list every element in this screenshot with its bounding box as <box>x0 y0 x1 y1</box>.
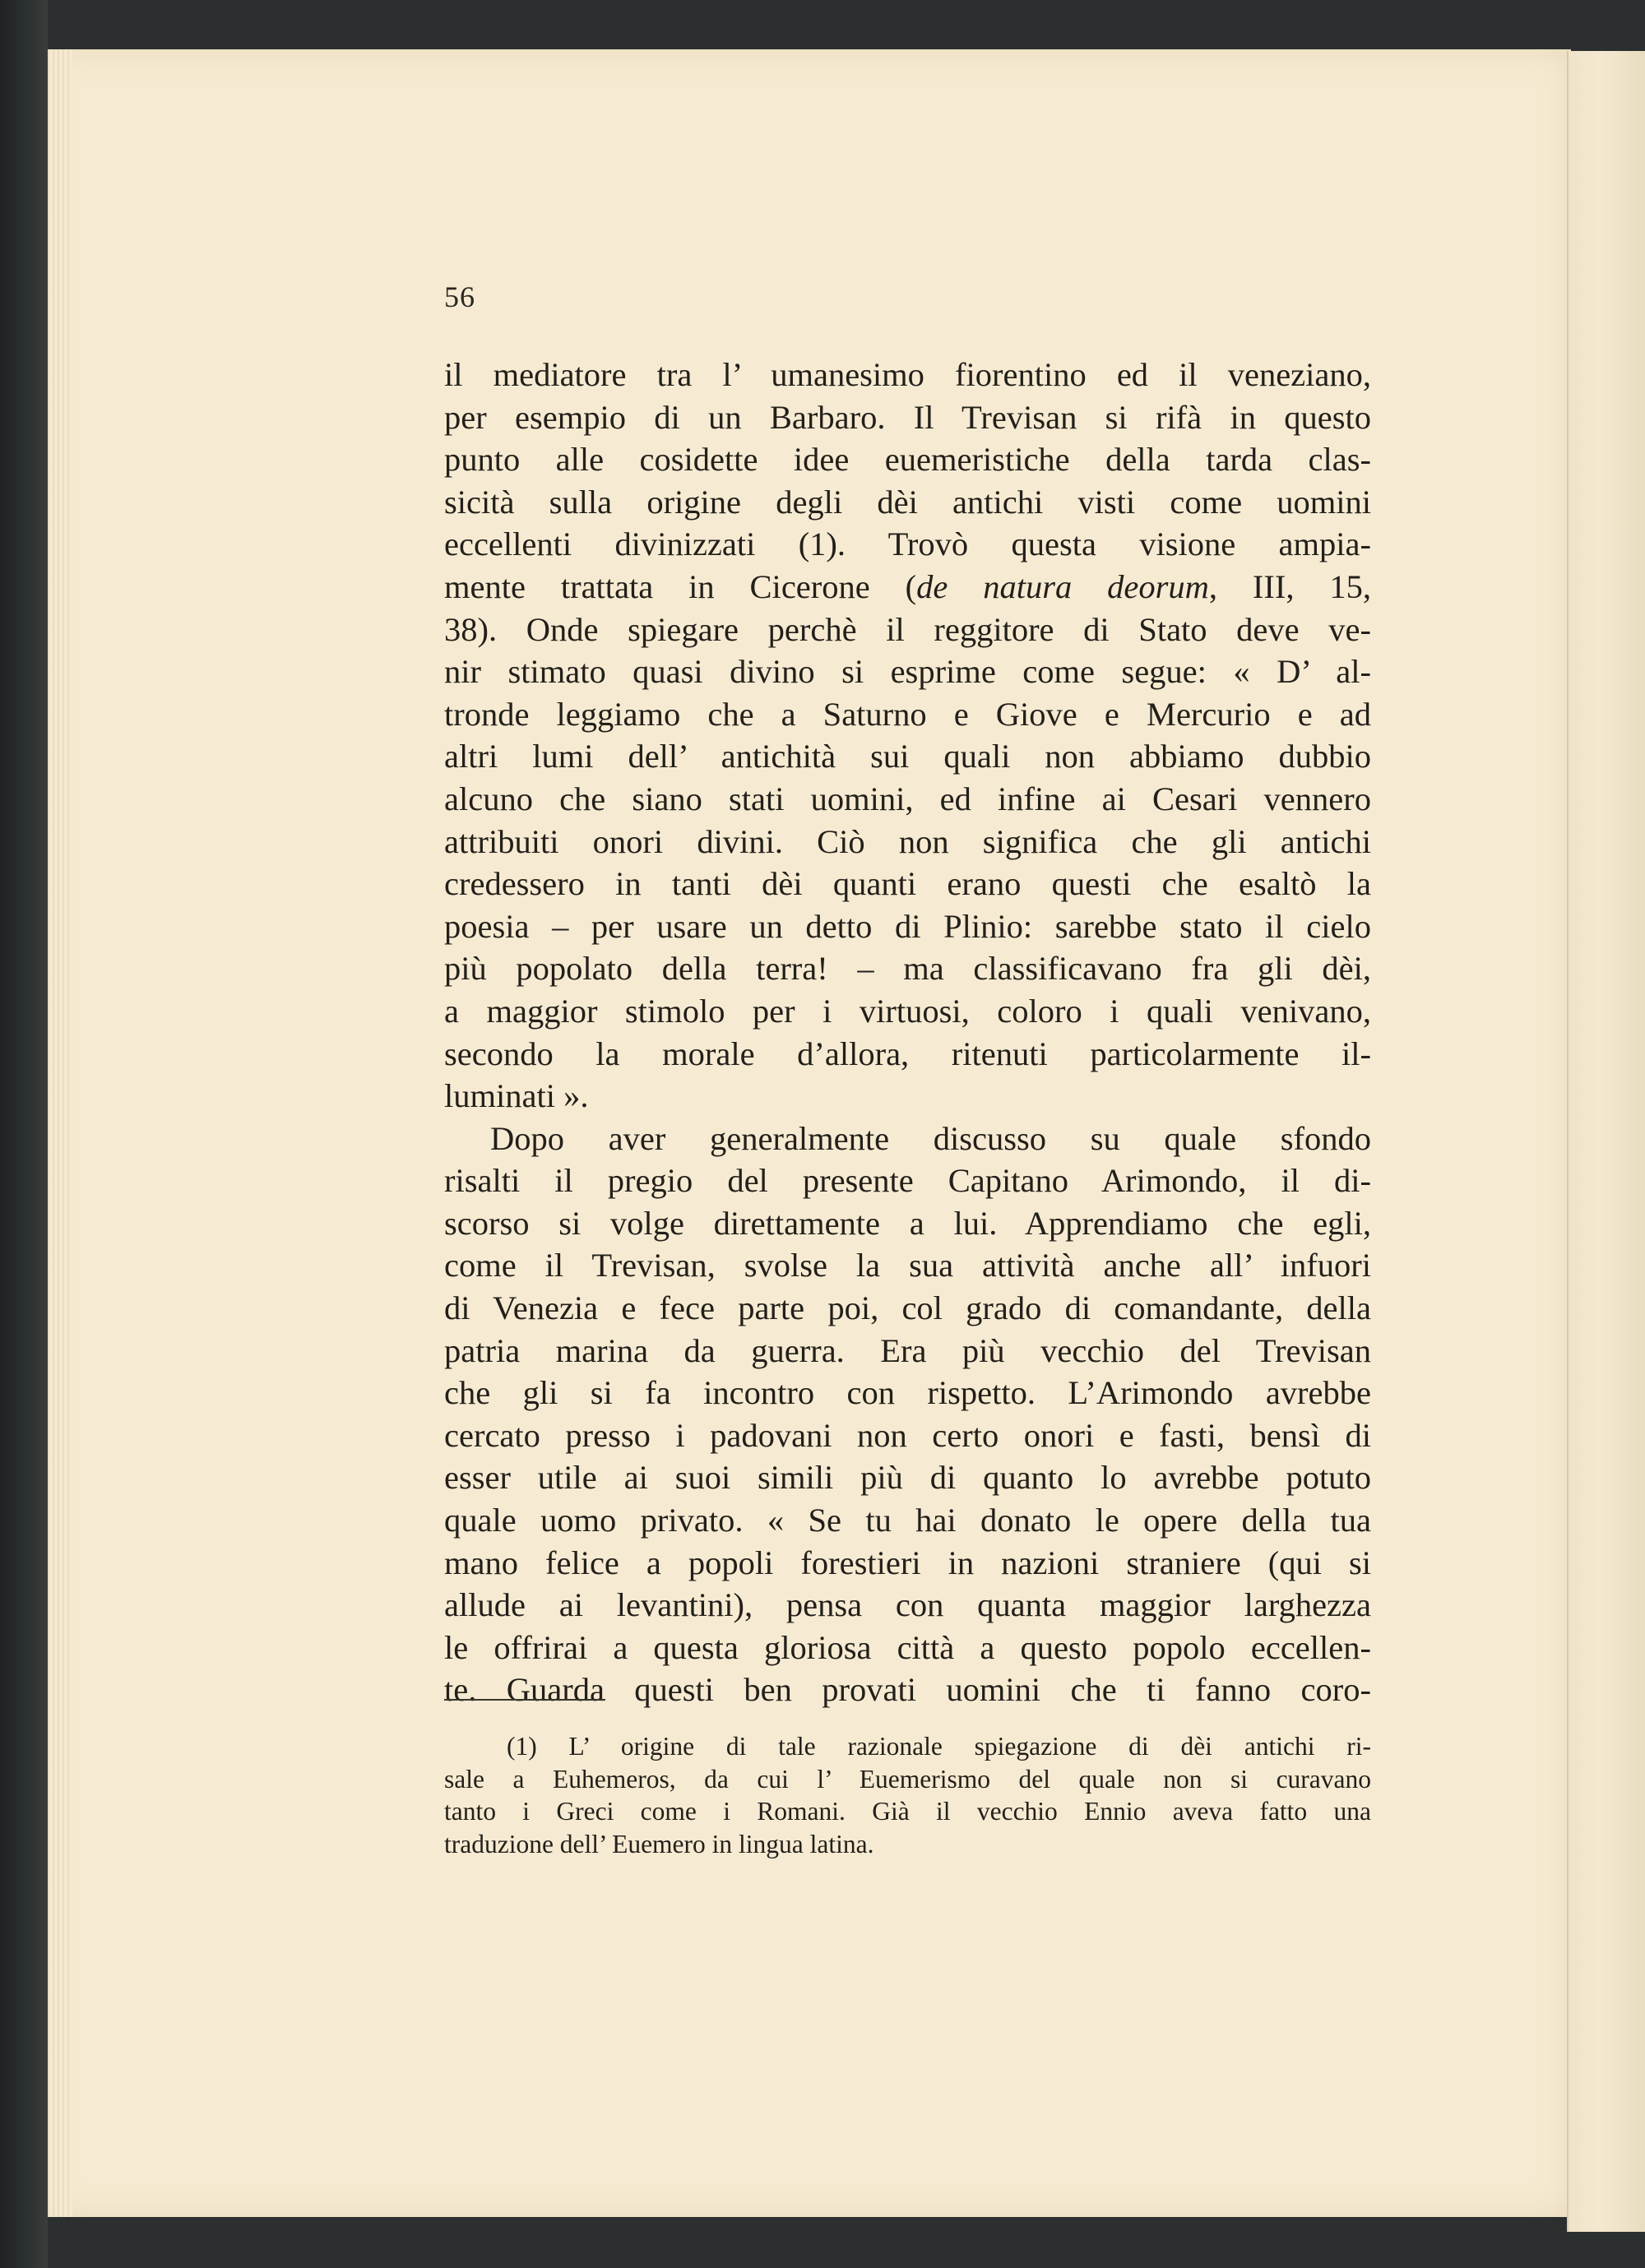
footnote-divider <box>444 1699 605 1701</box>
text-line: le offrirai a questa gloriosa città a questo popolo eccellen- <box>444 1628 1371 1666</box>
text-line: punto alle cosidette idee euemeristiche della tarda clas- <box>444 441 1371 479</box>
text-line: secondo la morale d’allora, ritenuti particolarmente il- <box>444 1034 1371 1072</box>
text-line: scorso si volge direttamente a lui. Apprendiamo che egli, <box>444 1204 1371 1242</box>
facing-page-edge <box>1567 51 1645 2232</box>
text-line: patria marina da guerra. Era più vecchio del Trevisan <box>444 1331 1371 1369</box>
text-line: mano felice a popoli forestieri in nazioni straniere (qui si <box>444 1544 1371 1581</box>
text-line: di Venezia e fece parte poi, col grado di comandante, della <box>444 1289 1371 1327</box>
paragraph-end-line: luminati ». <box>444 1077 589 1115</box>
text-line: sicità sulla origine degli dèi antichi visti come uomini <box>444 483 1371 521</box>
body-text <box>444 354 1371 1711</box>
footnote-line: traduzione dell’ Euemero in lingua latina. <box>444 1829 874 1858</box>
italic-title: de natura deorum <box>916 567 1209 605</box>
text-line: credessero in tanti dèi quanti erano questi che esaltò la <box>444 865 1371 903</box>
text-line: 38). Onde spiegare perchè il reggitore di Stato deve ve- <box>444 610 1371 648</box>
text-line: come il Trevisan, svolse la sua attività anche all’ infuori <box>444 1247 1371 1284</box>
text-segment: mente trattata in Cicerone ( <box>444 567 917 605</box>
text-line: tronde leggiamo che a Saturno e Giove e Mercurio e ad <box>444 695 1371 733</box>
text-line: più popolato della terra! – ma classificavano fra gli dèi, <box>444 950 1371 988</box>
text-line: che gli si fa incontro con rispetto. L’Arimondo avrebbe <box>444 1374 1371 1412</box>
text-line: quale uomo privato. « Se tu hai donato le opere della tua <box>444 1502 1371 1539</box>
text-line: te. Guarda questi ben provati uomini che ti fanno coro- <box>444 1671 1371 1709</box>
text-line: poesia – per usare un detto di Plinio: sarebbe stato il cielo <box>444 907 1371 945</box>
page-number: 56 <box>444 280 475 313</box>
book-spine-shadow <box>0 0 48 2268</box>
text-line: il mediatore tra l’ umanesimo fiorentino ed il veneziano, <box>444 356 1371 393</box>
text-line: attribuiti onori divini. Ciò non significa che gli antichi <box>444 822 1371 860</box>
text-line: a maggior stimolo per i virtuosi, coloro i quali venivano, <box>444 992 1371 1030</box>
text-line: eccellenti divinizzati (1). Trovò questa visione ampia- <box>444 525 1371 563</box>
text-line: risalti il pregio del presente Capitano Arimondo, il di- <box>444 1162 1371 1200</box>
text-line: alcuno che siano stati uomini, ed infine ai Cesari vennero <box>444 780 1371 817</box>
text-line <box>444 566 1371 609</box>
text-line: esser utile ai suoi simili più di quanto lo avrebbe potuto <box>444 1459 1371 1497</box>
text-line: nir stimato quasi divino si esprime come segue: « D’ al- <box>444 653 1371 691</box>
page-leaf-edges <box>48 49 72 2217</box>
text-line: per esempio di un Barbaro. Il Trevisan si rifà in questo <box>444 398 1371 436</box>
footnote-line: tanto i Greci come i Romani. Già il vecchio Ennio aveva fatto una <box>444 1797 1371 1826</box>
text-segment: , III, 15, <box>1208 567 1371 605</box>
footnote-line: (1) L’ origine di tale razionale spiegazione di dèi antichi ri- <box>507 1732 1371 1761</box>
paragraph-start-line: Dopo aver generalmente discusso su quale sfondo <box>490 1119 1371 1157</box>
footnote-line: sale a Euhemeros, da cui l’ Euemerismo del quale non si curavano <box>444 1764 1371 1794</box>
text-line: altri lumi dell’ antichità sui quali non abbiamo dubbio <box>444 738 1371 775</box>
text-line: cercato presso i padovani non certo onori e fasti, bensì di <box>444 1416 1371 1454</box>
footnote <box>444 1730 1371 1860</box>
text-line: allude ai levantini), pensa con quanta maggior larghezza <box>444 1586 1371 1624</box>
